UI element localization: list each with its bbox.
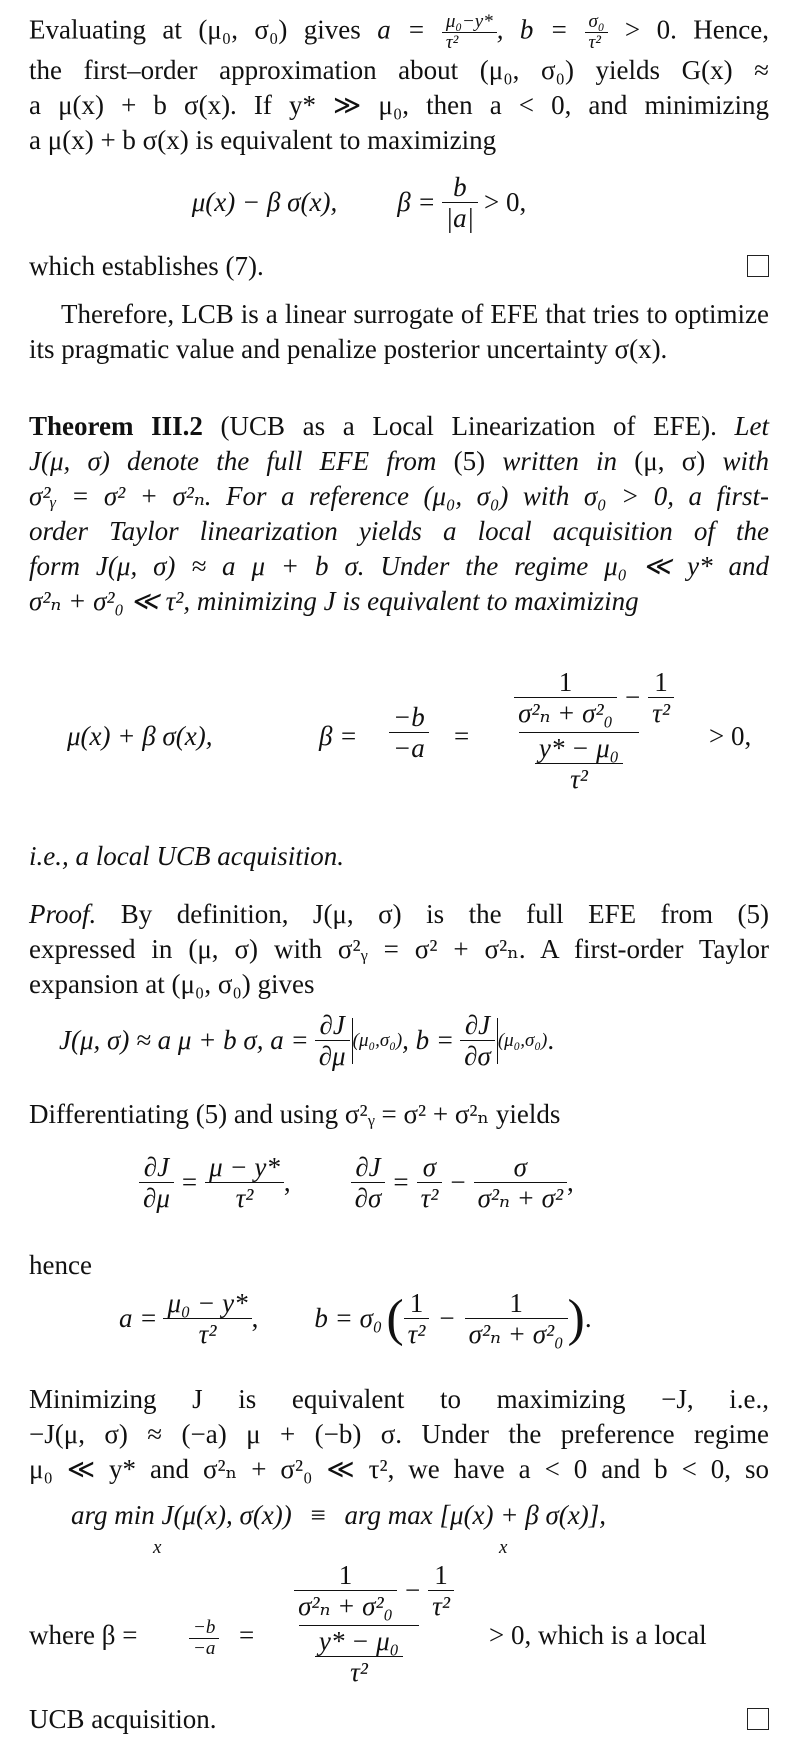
b-fraction: $\frac{\text{σ₀}}{\text{τ²}}$ [585, 12, 609, 53]
where-beta: where β = $\frac{-b}{-a}$ = $\frac{1}{\text{σ²ₙ + σ²₀}}$ − $\frac{1}{\text{τ²}}$ $\frac{\text{y* − μ₀}}{\text{τ²}}$ > 0, which is a local [29, 1560, 707, 1687]
theorem-block: Theorem III.2 (UCB as a Local Linearization of EFE). Let J(μ, σ) denote the full EFE from (5) written in (μ, σ) with σ²ᵧ = σ² + σ²ₙ. For a reference (μ₀, σ₀) with σ₀ > 0, a first- order Taylor linearization yields a local acquisition of the form J(μ, σ) ≈ a μ + b σ. Under the regime μ₀ ≪ y* and σ²ₙ + σ²₀ ≪ τ², minimizing J is equivalent to maximizing [29, 409, 769, 619]
theorem-line2: σ²ᵧ = σ² + σ²ₙ. For a reference (μ₀, σ₀) with σ₀ > 0, a first- [29, 481, 769, 511]
minimizing-paragraph [29, 1382, 769, 1487]
proof-line2: expressed in (μ, σ) with σ²ᵧ = σ² + σ²ₙ. A first-order Taylor [29, 934, 769, 964]
qed-box-end [747, 1708, 769, 1730]
proof-line3: expansion at (μ₀, σ₀) gives [29, 969, 315, 999]
para1-line3: a μ(x) + b σ(x). If y* ≫ μ₀, then a < 0, and minimizing [29, 90, 769, 120]
theorem-line4: form J(μ, σ) ≈ a μ + b σ. Under the regime μ₀ ≪ y* and [29, 551, 769, 581]
therefore-paragraph: Therefore, LCB is a linear surrogate of EFE that tries to optimize its pragmatic value and penalize posterior uncertainty σ(x). [29, 299, 769, 364]
theorem-line5: σ²ₙ + σ²₀ ≪ τ², minimizing J is equivalent to maximizing [29, 586, 639, 616]
theorem-label: Theorem III.2 [29, 411, 203, 441]
proof-block: Proof. By definition, J(μ, σ) is the full EFE from (5) expressed in (μ, σ) with σ²ᵧ = σ² + σ²ₙ. A first-order Taylor expansion at (μ₀, σ₀) gives [29, 897, 769, 1002]
differentiating-text: Differentiating (5) and using σ²ᵧ = σ² + σ²ₙ yields [29, 1099, 561, 1129]
para1-line1: Evaluating at (μ₀, σ₀) gives [29, 14, 361, 45]
ucb-acquisition-text: UCB acquisition. [29, 1704, 217, 1734]
equation-ucb: μ(x) + β σ(x), β = $\frac{-b}{-a}$ = $\frac{1}{\text{σ²ₙ + σ²₀}}$ − $\frac{1}{\text{τ²}}$ $\frac{\text{y* − μ₀}}{\text{τ²}}$ > 0, [67, 667, 752, 794]
minimizing-line3: μ₀ ≪ y* and σ²ₙ + σ²₀ ≪ τ², we have a < 0 and b < 0, so [29, 1454, 769, 1484]
a-fraction: $\frac{\text{μ₀−y*}}{\text{τ²}}$ [442, 12, 497, 53]
compound-fraction: $\frac{1}{\text{σ²ₙ + σ²₀}}$ − $\frac{1}{\text{τ²}}$ $\frac{\text{y* − μ₀}}{\text{τ²}}$ [489, 667, 699, 794]
para1-line4: a μ(x) + b σ(x) is equivalent to maximizing [29, 125, 497, 155]
establishes-text: which establishes (7). [29, 251, 264, 281]
equation-argmin: arg min J(μ(x), σ(x)) ≡ arg max [μ(x) + β σ(x)], x x [71, 1500, 606, 1558]
local-ucb-text: i.e., a local UCB acquisition. [29, 841, 344, 871]
hence-text: hence [29, 1250, 92, 1280]
qed-box [747, 255, 769, 277]
proof-label: Proof. [29, 899, 97, 929]
minimizing-line1: Minimizing J is equivalent to maximizing −J, i.e., [29, 1384, 769, 1414]
equation-taylor: J(μ, σ) ≈ a μ + b σ, a = $\frac{\partial J}{\partial\mu}$ (μ₀,σ₀) , b = $\frac{\partial J}{\partial\sigma}$ (μ₀,σ₀) . [59, 1010, 555, 1071]
minimizing-line2: −J(μ, σ) ≈ (−a) μ + (−b) σ. Under the preference regime [29, 1419, 769, 1449]
theorem-title: (UCB as a Local Linearization of EFE). [220, 411, 717, 441]
equation-ab: a = $\frac{\text{μ₀ − y*}}{\text{τ²}}$ , b = σ₀ ( $\frac{1}{\text{τ²}}$ − $\frac{1}{\text{σ²ₙ + σ²₀}}$ ) . [119, 1288, 592, 1349]
para1-line2: the first–order approximation about (μ₀, σ₀) yields G(x) ≈ [29, 55, 769, 85]
equation-lcb: μ(x) − β σ(x), β = $\frac{b}{|a|}$ > 0, [191, 172, 527, 233]
theorem-line3: order Taylor linearization yields a local acquisition of the [29, 516, 769, 546]
equation-derivatives: $\frac{\partial J}{\partial\mu}$ = $\frac{\mu - y*}{\text{τ²}}$ , $\frac{\partial J}{\partial\sigma}$ = $\frac{\sigma}{\text{τ²}}$ − $\frac{\sigma}{\text{σ²ₙ + σ²}}$ , [139, 1152, 798, 1213]
para-evaluating: Evaluating at (μ₀, σ₀) gives a = $\frac{\text{μ₀−y*}}{\text{τ²}}$ , b = $\frac{\text{σ₀}}{\text{τ²}}$ > 0. Hence, the first–order approximation about (μ₀, σ₀) yields G(x) ≈ a μ(x) + b σ(x). If y* ≫ μ₀, then a < 0, and minimizing a μ(x) + b σ(x) is equivalent to maximizing [29, 12, 769, 158]
